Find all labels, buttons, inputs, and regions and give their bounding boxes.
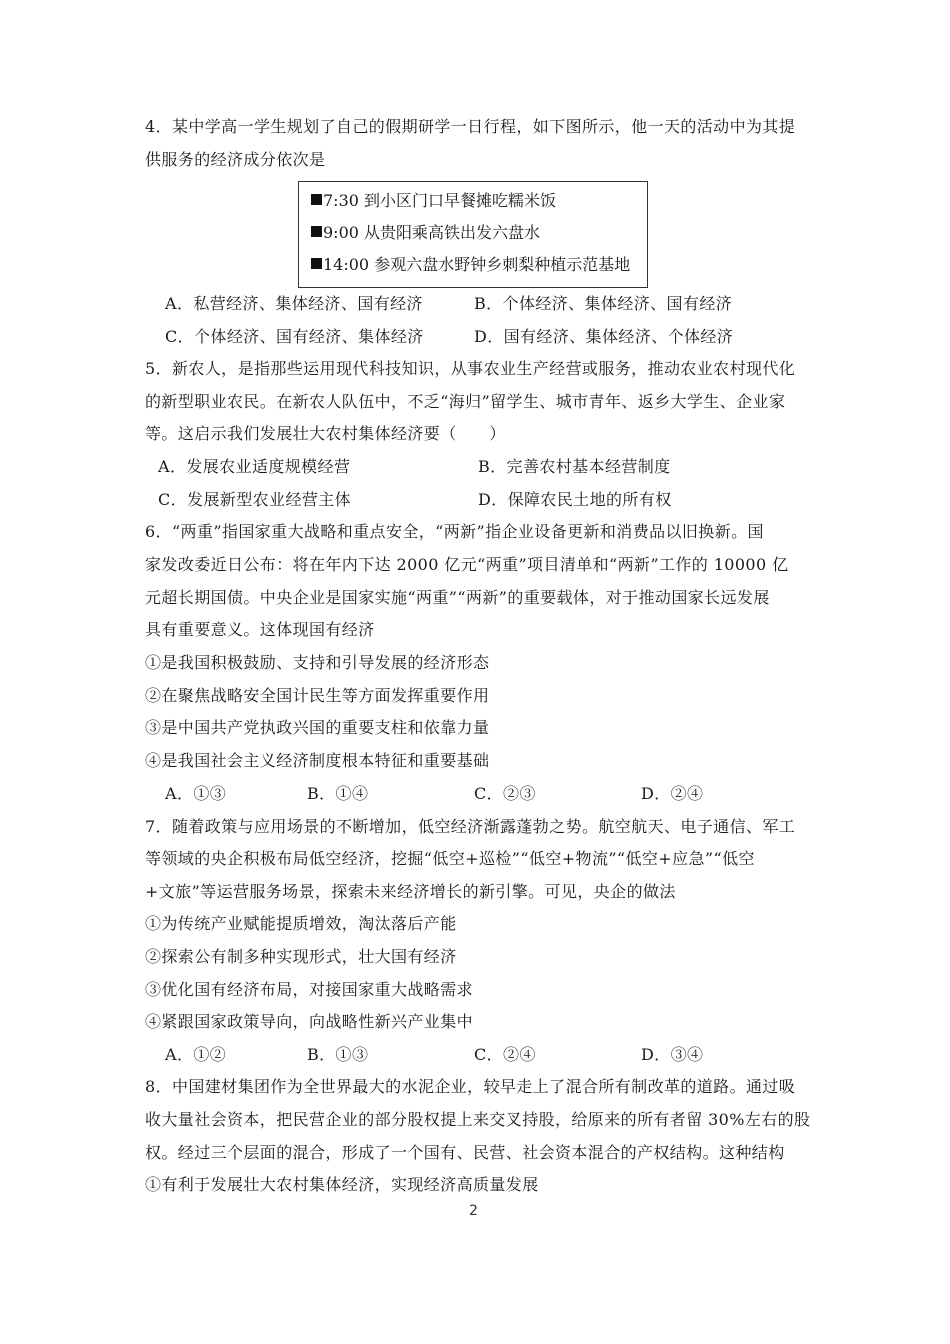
question-5-stem-line-2: 的新型职业农民。在新农人队伍中，不乏“海归”留学生、城市青年、返乡大学生、企业家 xyxy=(145,392,786,411)
question-5-option-c: C．发展新型农业经营主体 xyxy=(158,490,352,509)
question-7-statement-1: ①为传统产业赋能提质增效，淘汰落后产能 xyxy=(145,914,457,933)
question-7-option-d: D．③④ xyxy=(641,1045,704,1064)
question-6-statement-3: ③是中国共产党执政兴国的重要支柱和依靠力量 xyxy=(145,718,490,737)
question-6-option-a: A．①③ xyxy=(165,784,227,803)
question-5-option-b: B．完善农村基本经营制度 xyxy=(478,457,671,476)
question-7-option-c: C．②④ xyxy=(474,1045,536,1064)
question-4-option-d: D．国有经济、集体经济、个体经济 xyxy=(474,327,734,346)
question-6-option-c: C．②③ xyxy=(474,784,536,803)
question-5-stem-line-3: 等。这启示我们发展壮大农村集体经济要（ ） xyxy=(145,424,506,443)
question-5-option-d: D．保障农民土地的所有权 xyxy=(478,490,672,509)
question-8-stem-line-3: 权。经过三个层面的混合，形成了一个国有、民营、社会资本混合的产权结构。这种结构 xyxy=(145,1143,785,1162)
question-6-stem-line-2: 家发改委近日公布：将在年内下达 2000 亿元“两重”项目清单和“两新”工作的 10000 亿 xyxy=(145,555,789,574)
question-7-stem-line-3: +文旅”等运营服务场景，探索未来经济增长的新引擎。可见，央企的做法 xyxy=(145,882,676,901)
question-6-stem-line-1: 6．“两重”指国家重大战略和重点安全，“两新”指企业设备更新和消费品以旧换新。国 xyxy=(145,522,764,541)
page-number: 2 xyxy=(469,1203,478,1219)
schedule-item xyxy=(311,191,556,211)
schedule-item-text: 14:00 参观六盘水野钟乡刺梨种植示范基地 xyxy=(323,255,631,274)
question-7-statement-3: ③优化国有经济布局，对接国家重大战略需求 xyxy=(145,980,474,999)
question-7-statement-4: ④紧跟国家政策导向，向战略性新兴产业集中 xyxy=(145,1012,474,1031)
question-8-statement-1: ①有利于发展壮大农村集体经济，实现经济高质量发展 xyxy=(145,1175,539,1194)
question-4-option-b: B．个体经济、集体经济、国有经济 xyxy=(474,294,733,313)
question-6-option-b: B．①④ xyxy=(307,784,369,803)
question-5-stem-line-1: 5．新农人，是指那些运用现代科技知识，从事农业生产经营或服务，推动农业农村现代化 xyxy=(145,359,796,378)
question-6-stem-line-4: 具有重要意义。这体现国有经济 xyxy=(145,620,375,639)
question-6-statement-4: ④是我国社会主义经济制度根本特征和重要基础 xyxy=(145,751,490,770)
question-4-option-a: A．私营经济、集体经济、国有经济 xyxy=(165,294,423,313)
question-5-option-a: A．发展农业适度规模经营 xyxy=(158,457,351,476)
schedule-item xyxy=(311,223,540,243)
question-7-option-a: A．①② xyxy=(165,1045,227,1064)
question-8-stem-line-2: 收大量社会资本，把民营企业的部分股权提上来交叉持股，给原来的所有者留 30%左右的股 xyxy=(145,1110,811,1129)
question-6-option-d: D．②④ xyxy=(641,784,704,803)
question-8-stem-line-1: 8．中国建材集团作为全世界最大的水泥企业，较早走上了混合所有制改革的道路。通过吸 xyxy=(145,1077,796,1096)
question-7-stem-line-2: 等领域的央企积极布局低空经济，挖掘“低空+巡检”“低空+物流”“低空+应急”“低空 xyxy=(145,849,755,868)
schedule-item xyxy=(311,255,630,275)
question-4-stem-line-2: 供服务的经济成分依次是 xyxy=(145,150,326,169)
question-6-statement-2: ②在聚焦战略安全国计民生等方面发挥重要作用 xyxy=(145,686,490,705)
question-4-stem-line-1: 4．某中学高一学生规划了自己的假期研学一日行程，如下图所示，他一天的活动中为其提 xyxy=(145,117,796,136)
question-7-option-b: B．①③ xyxy=(307,1045,369,1064)
schedule-box xyxy=(298,181,648,288)
square-bullet-icon xyxy=(311,258,322,269)
square-bullet-icon xyxy=(311,226,322,237)
question-7-stem-line-1: 7．随着政策与应用场景的不断增加，低空经济渐露蓬勃之势。航空航天、电子通信、军工 xyxy=(145,817,796,836)
question-6-statement-1: ①是我国积极鼓励、支持和引导发展的经济形态 xyxy=(145,653,490,672)
question-4-option-c: C．个体经济、国有经济、集体经济 xyxy=(165,327,424,346)
schedule-item-text: 9:00 从贵阳乘高铁出发六盘水 xyxy=(323,223,541,242)
square-bullet-icon xyxy=(311,194,322,205)
question-7-statement-2: ②探索公有制多种实现形式，壮大国有经济 xyxy=(145,947,457,966)
question-6-stem-line-3: 元超长期国债。中央企业是国家实施“两重”“两新”的重要载体，对于推动国家长远发展 xyxy=(145,588,770,607)
schedule-item-text: 7:30 到小区门口早餐摊吃糯米饭 xyxy=(323,191,557,210)
